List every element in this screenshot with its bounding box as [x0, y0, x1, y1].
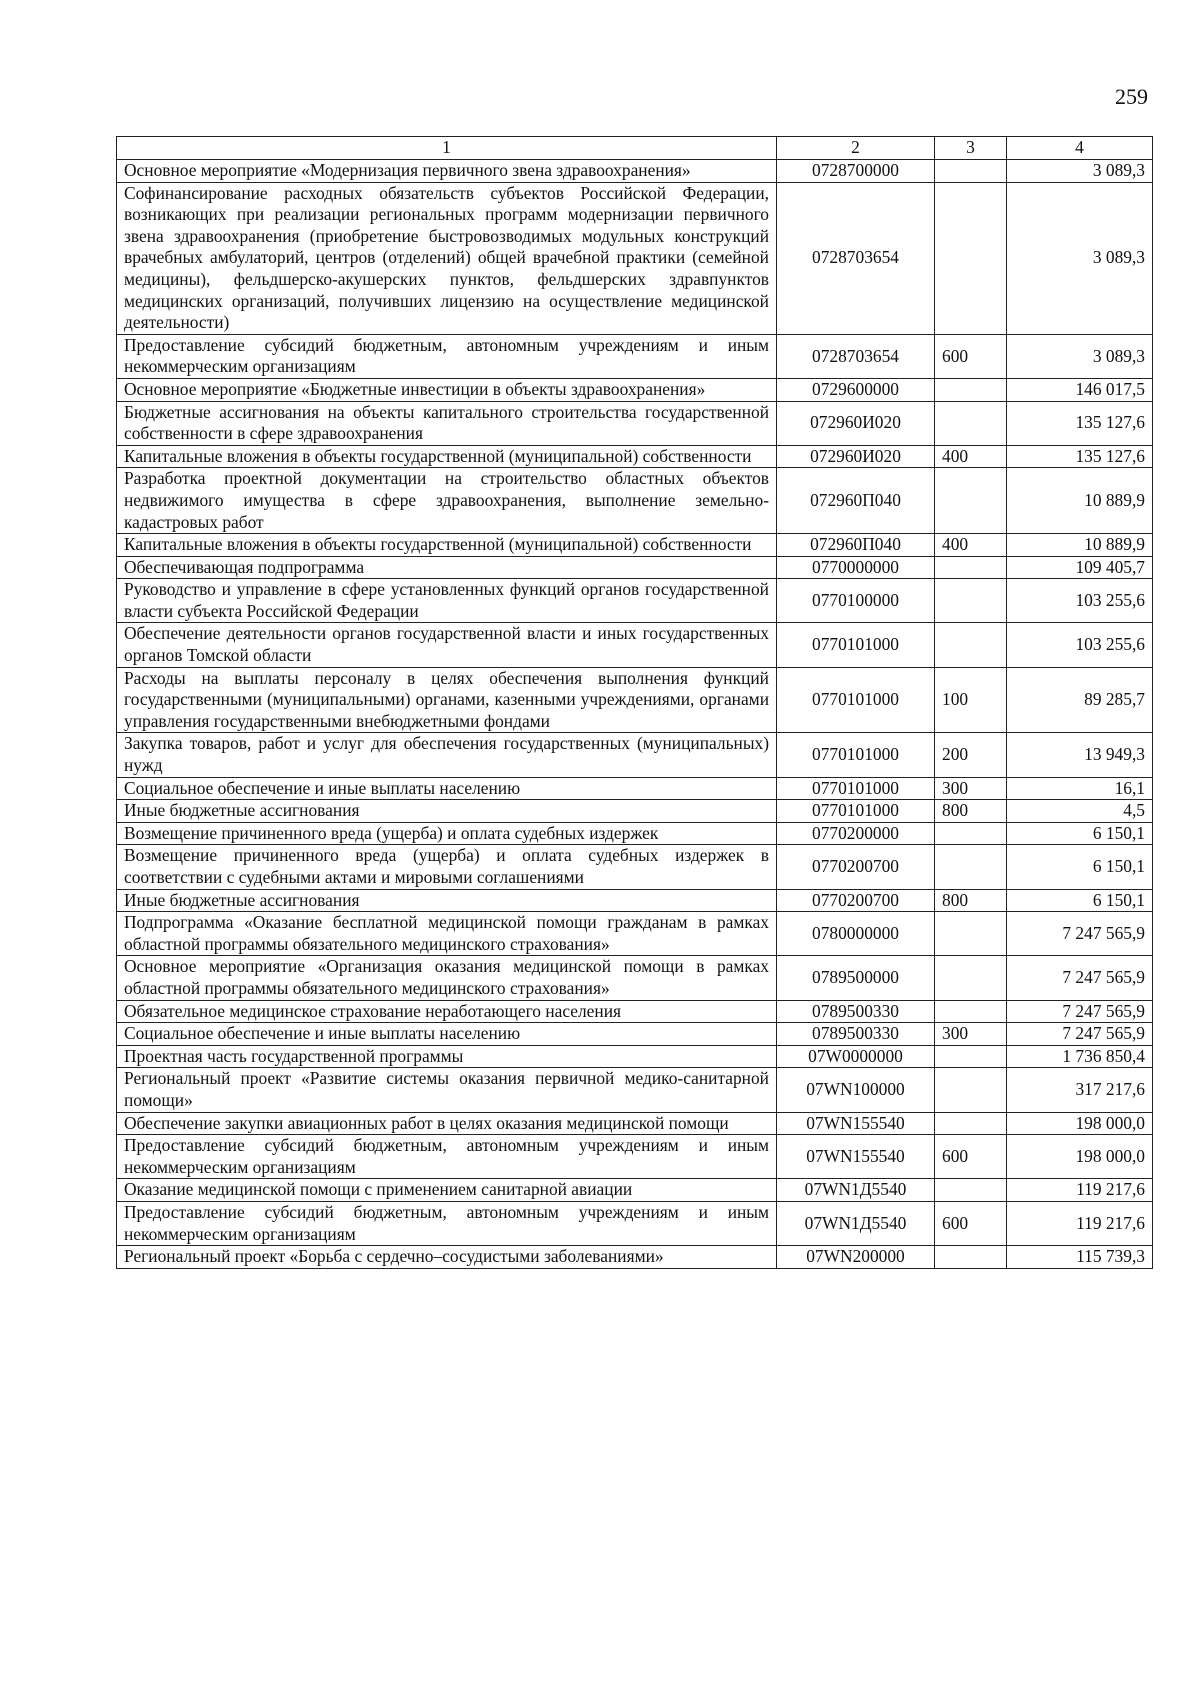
row-amount-cell: 10 889,9	[1007, 534, 1153, 557]
row-code-cell: 072960И020	[777, 401, 935, 445]
row-code-cell: 0770100000	[777, 579, 935, 623]
row-amount-cell: 119 217,6	[1007, 1179, 1153, 1202]
row-expense-type-cell: 400	[935, 534, 1007, 557]
row-amount-cell: 135 127,6	[1007, 401, 1153, 445]
table-row	[117, 1246, 1153, 1269]
row-name-cell: Софинансирование расходных обязательств субъектов Российской Федерации, возникающих при реализации региональных программ модернизации первичного звена здравоохранения (приобретение быстровозводимых модульных конструкций врачебных амбулаторий, центров (отделений) общей врачебной практики (семейной медицины), фельдшерско-акушерских пунктов, фельдшерских здравпунктов медицинских организаций, получивших лицензию на осуществление медицинской деятельности)	[117, 182, 777, 334]
row-code-cell: 0770200000	[777, 822, 935, 845]
row-amount-cell: 198 000,0	[1007, 1135, 1153, 1179]
table-row	[117, 1045, 1153, 1068]
table-row	[117, 822, 1153, 845]
row-expense-type-cell: 300	[935, 1023, 1007, 1046]
row-amount-cell: 119 217,6	[1007, 1201, 1153, 1245]
row-name-cell: Обязательное медицинское страхование неработающего населения	[117, 1000, 777, 1023]
row-name-cell: Обеспечение деятельности органов государственной власти и иных государственных органов Томской области	[117, 623, 777, 667]
row-expense-type-cell	[935, 468, 1007, 534]
header-col-4: 4	[1007, 137, 1153, 160]
row-name-cell: Социальное обеспечение и иные выплаты населению	[117, 1023, 777, 1046]
row-code-cell: 0789500330	[777, 1023, 935, 1046]
row-expense-type-cell: 200	[935, 733, 1007, 777]
table-row	[117, 534, 1153, 557]
row-amount-cell: 317 217,6	[1007, 1068, 1153, 1112]
row-expense-type-cell	[935, 1068, 1007, 1112]
row-name-cell: Возмещение причиненного вреда (ущерба) и оплата судебных издержек в соответствии с судебными актами и мировыми соглашениями	[117, 845, 777, 889]
row-amount-cell: 109 405,7	[1007, 556, 1153, 579]
row-expense-type-cell: 600	[935, 334, 1007, 378]
row-code-cell: 072960П040	[777, 534, 935, 557]
row-amount-cell: 89 285,7	[1007, 667, 1153, 733]
row-expense-type-cell: 800	[935, 889, 1007, 912]
row-expense-type-cell	[935, 822, 1007, 845]
row-code-cell: 0770200700	[777, 889, 935, 912]
row-expense-type-cell	[935, 1000, 1007, 1023]
row-amount-cell: 3 089,3	[1007, 182, 1153, 334]
row-name-cell: Иные бюджетные ассигнования	[117, 889, 777, 912]
row-amount-cell: 16,1	[1007, 777, 1153, 800]
row-code-cell: 0728700000	[777, 160, 935, 183]
row-name-cell: Обеспечение закупки авиационных работ в целях оказания медицинской помощи	[117, 1112, 777, 1135]
table-header	[117, 137, 1153, 160]
row-amount-cell: 135 127,6	[1007, 445, 1153, 468]
row-name-cell: Региональный проект «Борьба с сердечно–сосудистыми заболеваниями»	[117, 1246, 777, 1269]
row-name-cell: Подпрограмма «Оказание бесплатной медицинской помощи гражданам в рамках областной программы обязательного медицинского страхования»	[117, 912, 777, 956]
row-code-cell: 07WN155540	[777, 1135, 935, 1179]
row-amount-cell: 7 247 565,9	[1007, 1000, 1153, 1023]
table-row	[117, 579, 1153, 623]
header-col-1: 1	[117, 137, 777, 160]
row-code-cell: 0728703654	[777, 334, 935, 378]
row-code-cell: 0770101000	[777, 667, 935, 733]
row-amount-cell: 7 247 565,9	[1007, 956, 1153, 1000]
row-expense-type-cell	[935, 623, 1007, 667]
row-name-cell: Проектная часть государственной программы	[117, 1045, 777, 1068]
row-expense-type-cell	[935, 956, 1007, 1000]
row-amount-cell: 115 739,3	[1007, 1246, 1153, 1269]
row-amount-cell: 6 150,1	[1007, 822, 1153, 845]
table-row	[117, 182, 1153, 334]
row-code-cell: 07W0000000	[777, 1045, 935, 1068]
row-name-cell: Основное мероприятие «Модернизация первичного звена здравоохранения»	[117, 160, 777, 183]
row-expense-type-cell	[935, 378, 1007, 401]
row-code-cell: 07WN200000	[777, 1246, 935, 1269]
row-name-cell: Предоставление субсидий бюджетным, автономным учреждениям и иным некоммерческим организациям	[117, 334, 777, 378]
row-code-cell: 0770101000	[777, 800, 935, 823]
row-name-cell: Разработка проектной документации на строительство областных объектов недвижимого имущества в сфере здравоохранения, выполнение земельно-кадастровых работ	[117, 468, 777, 534]
table-row	[117, 445, 1153, 468]
row-amount-cell: 7 247 565,9	[1007, 912, 1153, 956]
row-expense-type-cell	[935, 182, 1007, 334]
row-code-cell: 07WN1Д5540	[777, 1201, 935, 1245]
row-code-cell: 0770200700	[777, 845, 935, 889]
table-row	[117, 889, 1153, 912]
row-name-cell: Социальное обеспечение и иные выплаты населению	[117, 777, 777, 800]
row-name-cell: Бюджетные ассигнования на объекты капитального строительства государственной собственности в сфере здравоохранения	[117, 401, 777, 445]
row-name-cell: Возмещение причиненного вреда (ущерба) и оплата судебных издержек	[117, 822, 777, 845]
table-row	[117, 777, 1153, 800]
row-name-cell: Предоставление субсидий бюджетным, автономным учреждениям и иным некоммерческим организациям	[117, 1135, 777, 1179]
row-expense-type-cell: 400	[935, 445, 1007, 468]
row-code-cell: 072960И020	[777, 445, 935, 468]
row-amount-cell: 146 017,5	[1007, 378, 1153, 401]
row-expense-type-cell	[935, 1045, 1007, 1068]
row-expense-type-cell	[935, 1246, 1007, 1269]
header-col-2: 2	[777, 137, 935, 160]
header-row	[117, 137, 1153, 160]
row-name-cell: Иные бюджетные ассигнования	[117, 800, 777, 823]
row-expense-type-cell: 300	[935, 777, 1007, 800]
table-row	[117, 1179, 1153, 1202]
table-row	[117, 1000, 1153, 1023]
row-name-cell: Руководство и управление в сфере установленных функций органов государственной власти субъекта Российской Федерации	[117, 579, 777, 623]
table-row	[117, 1023, 1153, 1046]
row-amount-cell: 4,5	[1007, 800, 1153, 823]
row-code-cell: 0729600000	[777, 378, 935, 401]
row-amount-cell: 6 150,1	[1007, 889, 1153, 912]
budget-table	[116, 136, 1153, 1269]
row-code-cell: 0770101000	[777, 623, 935, 667]
table-row	[117, 845, 1153, 889]
row-expense-type-cell	[935, 1112, 1007, 1135]
row-name-cell: Оказание медицинской помощи с применением санитарной авиации	[117, 1179, 777, 1202]
row-code-cell: 072960П040	[777, 468, 935, 534]
row-amount-cell: 3 089,3	[1007, 334, 1153, 378]
table-row	[117, 1201, 1153, 1245]
row-expense-type-cell	[935, 579, 1007, 623]
table-row	[117, 556, 1153, 579]
row-expense-type-cell	[935, 160, 1007, 183]
table-row	[117, 912, 1153, 956]
row-expense-type-cell	[935, 401, 1007, 445]
row-name-cell: Капитальные вложения в объекты государственной (муниципальной) собственности	[117, 534, 777, 557]
row-code-cell: 07WN155540	[777, 1112, 935, 1135]
table-row	[117, 1112, 1153, 1135]
row-amount-cell: 10 889,9	[1007, 468, 1153, 534]
table-row	[117, 667, 1153, 733]
row-name-cell: Закупка товаров, работ и услуг для обеспечения государственных (муниципальных) нужд	[117, 733, 777, 777]
row-name-cell: Основное мероприятие «Организация оказания медицинской помощи в рамках областной программы обязательного медицинского страхования»	[117, 956, 777, 1000]
table-row	[117, 1068, 1153, 1112]
table-row	[117, 1135, 1153, 1179]
table-row	[117, 401, 1153, 445]
row-expense-type-cell	[935, 556, 1007, 579]
row-expense-type-cell: 800	[935, 800, 1007, 823]
row-code-cell: 0770101000	[777, 777, 935, 800]
table-row	[117, 378, 1153, 401]
table-row	[117, 733, 1153, 777]
row-name-cell: Региональный проект «Развитие системы оказания первичной медико-санитарной помощи»	[117, 1068, 777, 1112]
row-expense-type-cell: 100	[935, 667, 1007, 733]
row-name-cell: Предоставление субсидий бюджетным, автономным учреждениям и иным некоммерческим организациям	[117, 1201, 777, 1245]
row-code-cell: 07WN100000	[777, 1068, 935, 1112]
row-code-cell: 0789500330	[777, 1000, 935, 1023]
row-expense-type-cell	[935, 1179, 1007, 1202]
row-expense-type-cell	[935, 912, 1007, 956]
row-name-cell: Обеспечивающая подпрограмма	[117, 556, 777, 579]
row-code-cell: 07WN1Д5540	[777, 1179, 935, 1202]
row-amount-cell: 13 949,3	[1007, 733, 1153, 777]
table-body	[117, 160, 1153, 1269]
row-code-cell: 0728703654	[777, 182, 935, 334]
page-number: 259	[1115, 84, 1148, 109]
row-amount-cell: 7 247 565,9	[1007, 1023, 1153, 1046]
row-amount-cell: 103 255,6	[1007, 579, 1153, 623]
table-row	[117, 956, 1153, 1000]
row-code-cell: 0770101000	[777, 733, 935, 777]
row-name-cell: Расходы на выплаты персоналу в целях обеспечения выполнения функций государственными (муниципальными) органами, казенными учреждениями, органами управления государственными внебюджетными фондами	[117, 667, 777, 733]
table-row	[117, 334, 1153, 378]
row-amount-cell: 198 000,0	[1007, 1112, 1153, 1135]
row-amount-cell: 1 736 850,4	[1007, 1045, 1153, 1068]
row-name-cell: Основное мероприятие «Бюджетные инвестиции в объекты здравоохранения»	[117, 378, 777, 401]
row-expense-type-cell: 600	[935, 1201, 1007, 1245]
row-amount-cell: 6 150,1	[1007, 845, 1153, 889]
row-expense-type-cell	[935, 845, 1007, 889]
row-code-cell: 0789500000	[777, 956, 935, 1000]
table-row	[117, 468, 1153, 534]
row-expense-type-cell: 600	[935, 1135, 1007, 1179]
header-col-3: 3	[935, 137, 1007, 160]
table-row	[117, 800, 1153, 823]
row-name-cell: Капитальные вложения в объекты государственной (муниципальной) собственности	[117, 445, 777, 468]
row-code-cell: 0770000000	[777, 556, 935, 579]
row-amount-cell: 103 255,6	[1007, 623, 1153, 667]
table-row	[117, 623, 1153, 667]
row-amount-cell: 3 089,3	[1007, 160, 1153, 183]
row-code-cell: 0780000000	[777, 912, 935, 956]
table-row	[117, 160, 1153, 183]
